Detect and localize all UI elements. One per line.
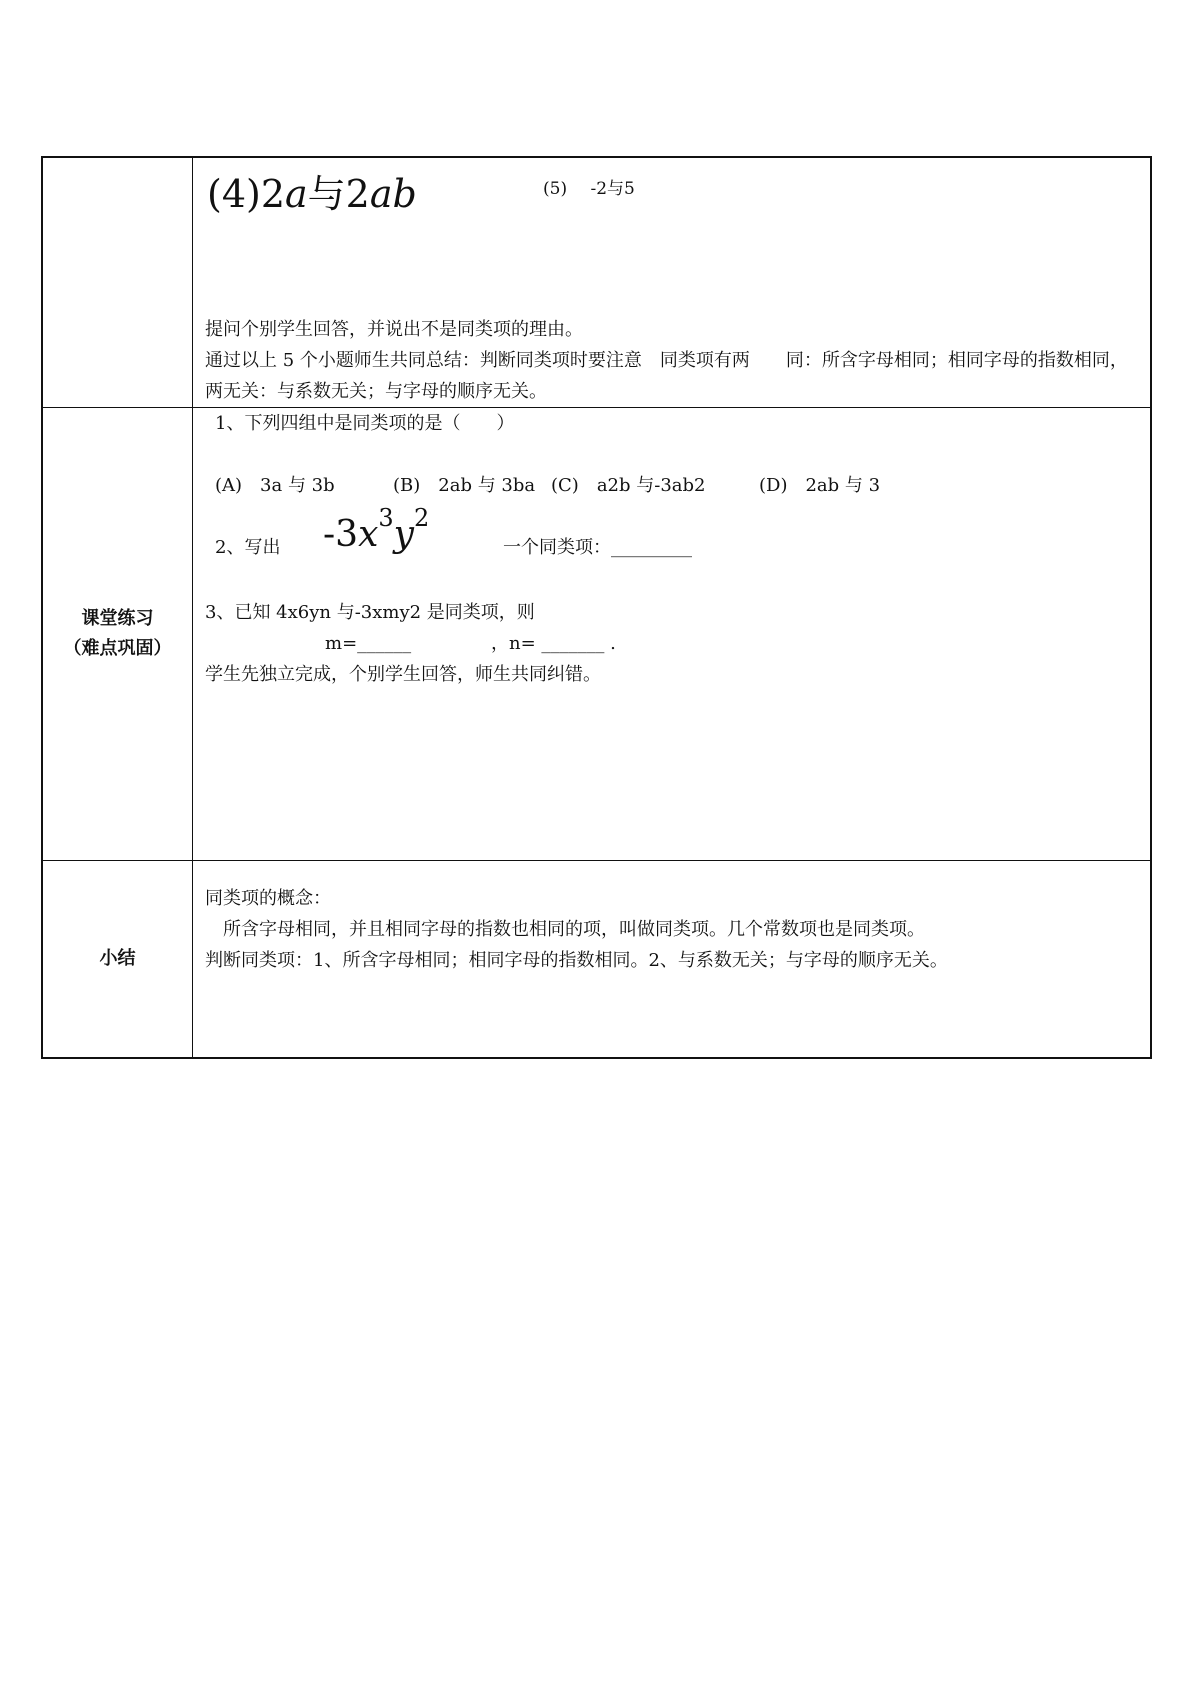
question-1: 1、下列四组中是同类项的是（ ） bbox=[215, 412, 515, 434]
row-label-summary bbox=[42, 860, 193, 1058]
table-row bbox=[42, 157, 1151, 407]
expr-var-x: x bbox=[358, 513, 379, 555]
item4-var-ab: ab bbox=[369, 172, 417, 216]
item5-label: (5) bbox=[543, 179, 568, 199]
question-1-option-a: (A) 3a 与 3b bbox=[215, 474, 335, 496]
item5-text: -2与5 bbox=[590, 179, 635, 199]
expr-exponent-x: 3 bbox=[378, 503, 394, 532]
label-summary: 小结 bbox=[99, 947, 136, 969]
example-item-5 bbox=[543, 174, 635, 205]
content-cell-summary bbox=[193, 860, 1152, 1058]
summary-judgement-rule: 判断同类项：1、所含字母相同；相同字母的指数相同。2、与系数无关；与字母的顺序无关。 bbox=[205, 949, 948, 971]
question-1-option-c: (C) a2b 与-3ab2 bbox=[551, 474, 706, 496]
question-2-prefix: 2、写出 bbox=[215, 536, 281, 558]
row-label-classroom-practice bbox=[42, 407, 193, 860]
summary-concept-definition: 所含字母相同，并且相同字母的指数也相同的项，叫做同类项。几个常数项也是同类项。 bbox=[205, 918, 925, 940]
label-difficulty-consolidation: （难点巩固） bbox=[63, 637, 172, 659]
question-3-m-blank: m=______ bbox=[325, 632, 412, 654]
label-classroom-practice: 课堂练习 bbox=[81, 607, 154, 629]
question-2-expression bbox=[323, 503, 430, 555]
expr-exponent-y: 2 bbox=[414, 503, 430, 532]
row-label-empty bbox=[42, 157, 193, 407]
item4-middle: 与2 bbox=[307, 172, 370, 216]
item4-prefix: (4)2 bbox=[207, 172, 286, 216]
content-cell-practice bbox=[193, 407, 1152, 860]
summary-concept-title: 同类项的概念： bbox=[205, 887, 331, 909]
lesson-table bbox=[41, 156, 1152, 1059]
content-cell-similar-terms-examples bbox=[193, 157, 1152, 407]
table-row bbox=[42, 860, 1151, 1058]
teacher-question-line: 提问个别学生回答，并说出不是同类项的理由。 bbox=[205, 319, 583, 340]
expr-coefficient: -3 bbox=[323, 513, 359, 555]
summary-paragraph: 通过以上 5 个小题师生共同总结：判断同类项时要注意 同类项有两 同：所含字母相同；相同字母的指数相同， 两无关：与系数无关；与字母的顺序无关。 bbox=[205, 350, 1137, 402]
example-item-4 bbox=[207, 174, 417, 214]
practice-note: 学生先独立完成，个别学生回答，师生共同纠错。 bbox=[205, 663, 601, 685]
expr-var-y: y bbox=[393, 513, 415, 555]
item4-var-a: a bbox=[285, 172, 308, 216]
question-1-option-b: (B) 2ab 与 3ba bbox=[393, 474, 536, 496]
question-3-n-blank: ，n= _______ . bbox=[491, 632, 616, 654]
question-3: 3、已知 4x6yn 与-3xmy2 是同类项，则 bbox=[205, 601, 535, 623]
question-2-answer-line: 一个同类项：_________ bbox=[503, 536, 692, 558]
question-1-option-d: (D) 2ab 与 3 bbox=[759, 474, 881, 496]
table-row bbox=[42, 407, 1151, 860]
